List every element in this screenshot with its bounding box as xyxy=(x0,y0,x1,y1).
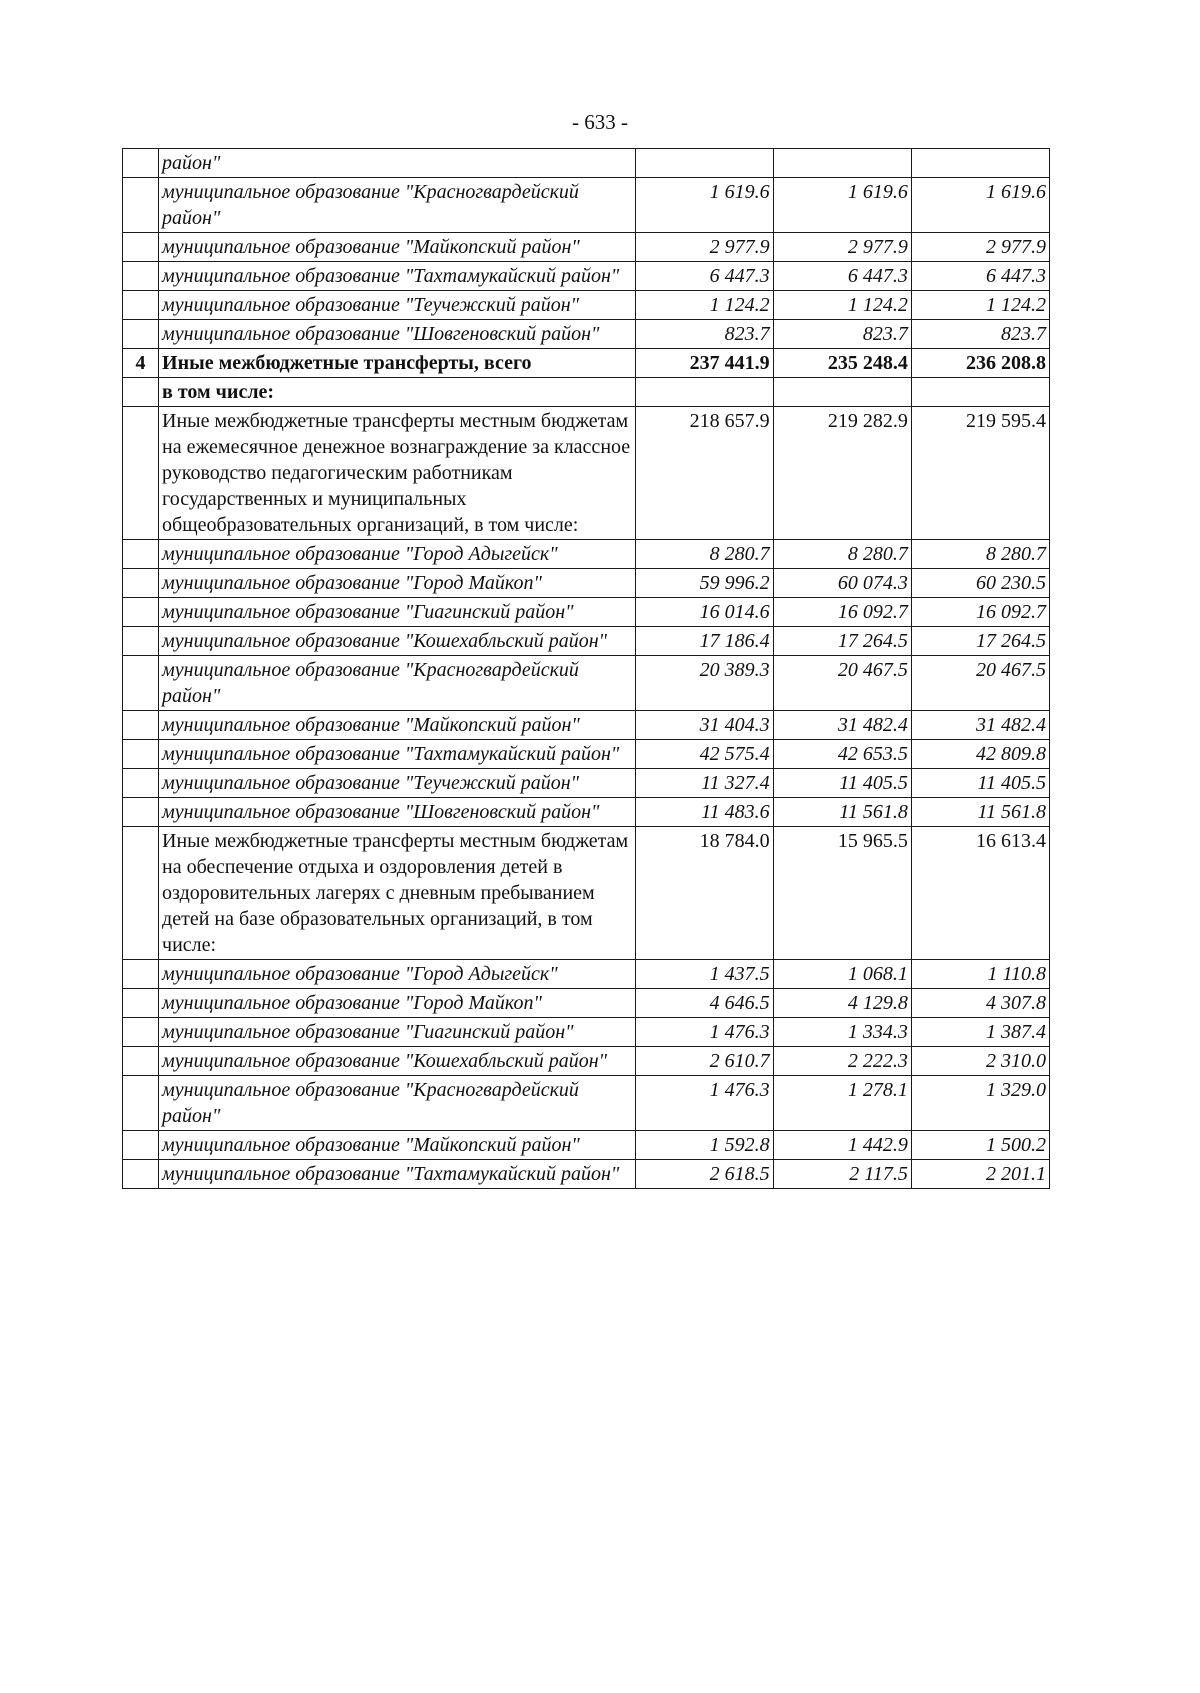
value-col1-cell: 218 657.9 xyxy=(635,407,773,540)
row-name-cell: муниципальное образование "Красногвардейский район" xyxy=(159,1076,636,1131)
row-number-cell xyxy=(123,407,159,540)
value-col3-cell: 60 230.5 xyxy=(911,569,1049,598)
value-col2-cell: 219 282.9 xyxy=(773,407,911,540)
table-row xyxy=(123,1076,1050,1131)
table-row xyxy=(123,1018,1050,1047)
table-row xyxy=(123,233,1050,262)
table-row xyxy=(123,1131,1050,1160)
value-col3-cell: 11 561.8 xyxy=(911,798,1049,827)
row-number-cell xyxy=(123,320,159,349)
row-number-cell xyxy=(123,598,159,627)
value-col2-cell: 8 280.7 xyxy=(773,540,911,569)
value-col1-cell: 237 441.9 xyxy=(635,349,773,378)
table-row xyxy=(123,989,1050,1018)
value-col3-cell: 1 110.8 xyxy=(911,960,1049,989)
row-number-cell xyxy=(123,960,159,989)
row-name-cell: муниципальное образование "Город Майкоп" xyxy=(159,989,636,1018)
table-row xyxy=(123,656,1050,711)
value-col1-cell xyxy=(635,378,773,407)
row-number-cell xyxy=(123,1018,159,1047)
value-col1-cell: 1 592.8 xyxy=(635,1131,773,1160)
value-col1-cell: 4 646.5 xyxy=(635,989,773,1018)
row-name-cell: муниципальное образование "Кошехабльский район" xyxy=(159,627,636,656)
value-col1-cell: 1 619.6 xyxy=(635,178,773,233)
row-number-cell xyxy=(123,291,159,320)
row-number-cell xyxy=(123,627,159,656)
value-col3-cell: 823.7 xyxy=(911,320,1049,349)
value-col2-cell xyxy=(773,149,911,178)
row-number-cell xyxy=(123,378,159,407)
row-name-cell: муниципальное образование "Шовгеновский район" xyxy=(159,320,636,349)
value-col3-cell: 8 280.7 xyxy=(911,540,1049,569)
value-col3-cell: 1 500.2 xyxy=(911,1131,1049,1160)
row-number-cell xyxy=(123,1131,159,1160)
value-col1-cell: 18 784.0 xyxy=(635,827,773,960)
value-col3-cell: 1 124.2 xyxy=(911,291,1049,320)
value-col1-cell: 59 996.2 xyxy=(635,569,773,598)
row-name-cell: муниципальное образование "Тахтамукайский район" xyxy=(159,740,636,769)
row-number-cell: 4 xyxy=(123,349,159,378)
value-col2-cell: 60 074.3 xyxy=(773,569,911,598)
table-row xyxy=(123,320,1050,349)
value-col2-cell: 1 068.1 xyxy=(773,960,911,989)
value-col3-cell: 1 329.0 xyxy=(911,1076,1049,1131)
row-name-cell: Иные межбюджетные трансферты местным бюджетам на обеспечение отдыха и оздоровления детей в оздоровительных лагерях с дневным пребыванием детей на базе образовательных организаций, в том числе: xyxy=(159,827,636,960)
row-name-cell: район" xyxy=(159,149,636,178)
value-col1-cell: 11 327.4 xyxy=(635,769,773,798)
row-number-cell xyxy=(123,1160,159,1189)
row-name-cell: муниципальное образование "Город Адыгейск" xyxy=(159,540,636,569)
value-col3-cell: 2 201.1 xyxy=(911,1160,1049,1189)
row-number-cell xyxy=(123,656,159,711)
value-col1-cell: 1 124.2 xyxy=(635,291,773,320)
row-name-cell: муниципальное образование "Гиагинский район" xyxy=(159,598,636,627)
value-col2-cell: 17 264.5 xyxy=(773,627,911,656)
table-row xyxy=(123,627,1050,656)
row-name-cell: муниципальное образование "Гиагинский район" xyxy=(159,1018,636,1047)
value-col2-cell: 823.7 xyxy=(773,320,911,349)
value-col1-cell: 17 186.4 xyxy=(635,627,773,656)
value-col3-cell: 31 482.4 xyxy=(911,711,1049,740)
value-col3-cell: 1 387.4 xyxy=(911,1018,1049,1047)
row-number-cell xyxy=(123,540,159,569)
row-number-cell xyxy=(123,1076,159,1131)
value-col2-cell: 235 248.4 xyxy=(773,349,911,378)
value-col3-cell: 16 613.4 xyxy=(911,827,1049,960)
row-name-cell: муниципальное образование "Тахтамукайский район" xyxy=(159,262,636,291)
row-number-cell xyxy=(123,711,159,740)
row-number-cell xyxy=(123,1047,159,1076)
row-number-cell xyxy=(123,262,159,291)
value-col1-cell: 31 404.3 xyxy=(635,711,773,740)
value-col1-cell: 1 476.3 xyxy=(635,1018,773,1047)
value-col2-cell: 20 467.5 xyxy=(773,656,911,711)
table-row xyxy=(123,262,1050,291)
value-col2-cell: 42 653.5 xyxy=(773,740,911,769)
row-name-cell: муниципальное образование "Красногвардейский район" xyxy=(159,178,636,233)
table-row xyxy=(123,960,1050,989)
value-col3-cell xyxy=(911,378,1049,407)
value-col3-cell: 1 619.6 xyxy=(911,178,1049,233)
value-col1-cell: 6 447.3 xyxy=(635,262,773,291)
table-row xyxy=(123,540,1050,569)
table-row xyxy=(123,291,1050,320)
row-number-cell xyxy=(123,178,159,233)
row-number-cell xyxy=(123,798,159,827)
value-col2-cell: 4 129.8 xyxy=(773,989,911,1018)
row-name-cell: муниципальное образование "Город Майкоп" xyxy=(159,569,636,598)
value-col2-cell: 16 092.7 xyxy=(773,598,911,627)
value-col3-cell: 4 307.8 xyxy=(911,989,1049,1018)
value-col1-cell: 1 437.5 xyxy=(635,960,773,989)
value-col3-cell: 6 447.3 xyxy=(911,262,1049,291)
table-row xyxy=(123,349,1050,378)
row-name-cell: Иные межбюджетные трансферты, всего xyxy=(159,349,636,378)
row-name-cell: муниципальное образование "Шовгеновский район" xyxy=(159,798,636,827)
value-col1-cell: 8 280.7 xyxy=(635,540,773,569)
table-row xyxy=(123,598,1050,627)
value-col1-cell: 11 483.6 xyxy=(635,798,773,827)
row-name-cell: муниципальное образование "Кошехабльский район" xyxy=(159,1047,636,1076)
table-row xyxy=(123,1047,1050,1076)
value-col2-cell: 2 977.9 xyxy=(773,233,911,262)
value-col2-cell: 2 117.5 xyxy=(773,1160,911,1189)
value-col2-cell: 1 442.9 xyxy=(773,1131,911,1160)
row-name-cell: муниципальное образование "Майкопский район" xyxy=(159,711,636,740)
value-col3-cell: 2 977.9 xyxy=(911,233,1049,262)
value-col2-cell: 1 619.6 xyxy=(773,178,911,233)
value-col1-cell: 823.7 xyxy=(635,320,773,349)
row-name-cell: в том числе: xyxy=(159,378,636,407)
value-col1-cell: 1 476.3 xyxy=(635,1076,773,1131)
value-col2-cell: 6 447.3 xyxy=(773,262,911,291)
value-col1-cell: 2 977.9 xyxy=(635,233,773,262)
table-row xyxy=(123,827,1050,960)
budget-table-body xyxy=(123,149,1050,1189)
table-row xyxy=(123,711,1050,740)
row-name-cell: муниципальное образование "Теучежский район" xyxy=(159,291,636,320)
value-col3-cell: 219 595.4 xyxy=(911,407,1049,540)
value-col2-cell xyxy=(773,378,911,407)
row-number-cell xyxy=(123,827,159,960)
value-col2-cell: 1 334.3 xyxy=(773,1018,911,1047)
value-col2-cell: 11 405.5 xyxy=(773,769,911,798)
table-row xyxy=(123,740,1050,769)
table-row xyxy=(123,798,1050,827)
row-name-cell: муниципальное образование "Майкопский район" xyxy=(159,233,636,262)
value-col3-cell: 2 310.0 xyxy=(911,1047,1049,1076)
value-col3-cell: 11 405.5 xyxy=(911,769,1049,798)
value-col3-cell xyxy=(911,149,1049,178)
value-col1-cell: 20 389.3 xyxy=(635,656,773,711)
row-name-cell: Иные межбюджетные трансферты местным бюджетам на ежемесячное денежное вознаграждение за классное руководство педагогическим работникам государственных и муниципальных общеобразовательных организаций, в том числе: xyxy=(159,407,636,540)
budget-table xyxy=(122,148,1050,1189)
value-col3-cell: 17 264.5 xyxy=(911,627,1049,656)
value-col3-cell: 236 208.8 xyxy=(911,349,1049,378)
value-col2-cell: 11 561.8 xyxy=(773,798,911,827)
value-col1-cell: 42 575.4 xyxy=(635,740,773,769)
table-row xyxy=(123,178,1050,233)
value-col2-cell: 2 222.3 xyxy=(773,1047,911,1076)
table-row xyxy=(123,769,1050,798)
value-col2-cell: 1 278.1 xyxy=(773,1076,911,1131)
row-number-cell xyxy=(123,149,159,178)
row-number-cell xyxy=(123,233,159,262)
row-name-cell: муниципальное образование "Тахтамукайский район" xyxy=(159,1160,636,1189)
value-col1-cell: 2 610.7 xyxy=(635,1047,773,1076)
row-number-cell xyxy=(123,769,159,798)
value-col3-cell: 20 467.5 xyxy=(911,656,1049,711)
value-col2-cell: 15 965.5 xyxy=(773,827,911,960)
value-col3-cell: 42 809.8 xyxy=(911,740,1049,769)
row-number-cell xyxy=(123,740,159,769)
row-name-cell: муниципальное образование "Город Адыгейск" xyxy=(159,960,636,989)
table-row xyxy=(123,569,1050,598)
table-row xyxy=(123,1160,1050,1189)
value-col2-cell: 31 482.4 xyxy=(773,711,911,740)
table-row xyxy=(123,407,1050,540)
value-col1-cell xyxy=(635,149,773,178)
page-number: - 633 - xyxy=(572,110,628,134)
value-col3-cell: 16 092.7 xyxy=(911,598,1049,627)
row-number-cell xyxy=(123,989,159,1018)
value-col1-cell: 2 618.5 xyxy=(635,1160,773,1189)
row-name-cell: муниципальное образование "Красногвардейский район" xyxy=(159,656,636,711)
value-col2-cell: 1 124.2 xyxy=(773,291,911,320)
row-number-cell xyxy=(123,569,159,598)
table-row xyxy=(123,149,1050,178)
table-row xyxy=(123,378,1050,407)
row-name-cell: муниципальное образование "Теучежский район" xyxy=(159,769,636,798)
value-col1-cell: 16 014.6 xyxy=(635,598,773,627)
row-name-cell: муниципальное образование "Майкопский район" xyxy=(159,1131,636,1160)
